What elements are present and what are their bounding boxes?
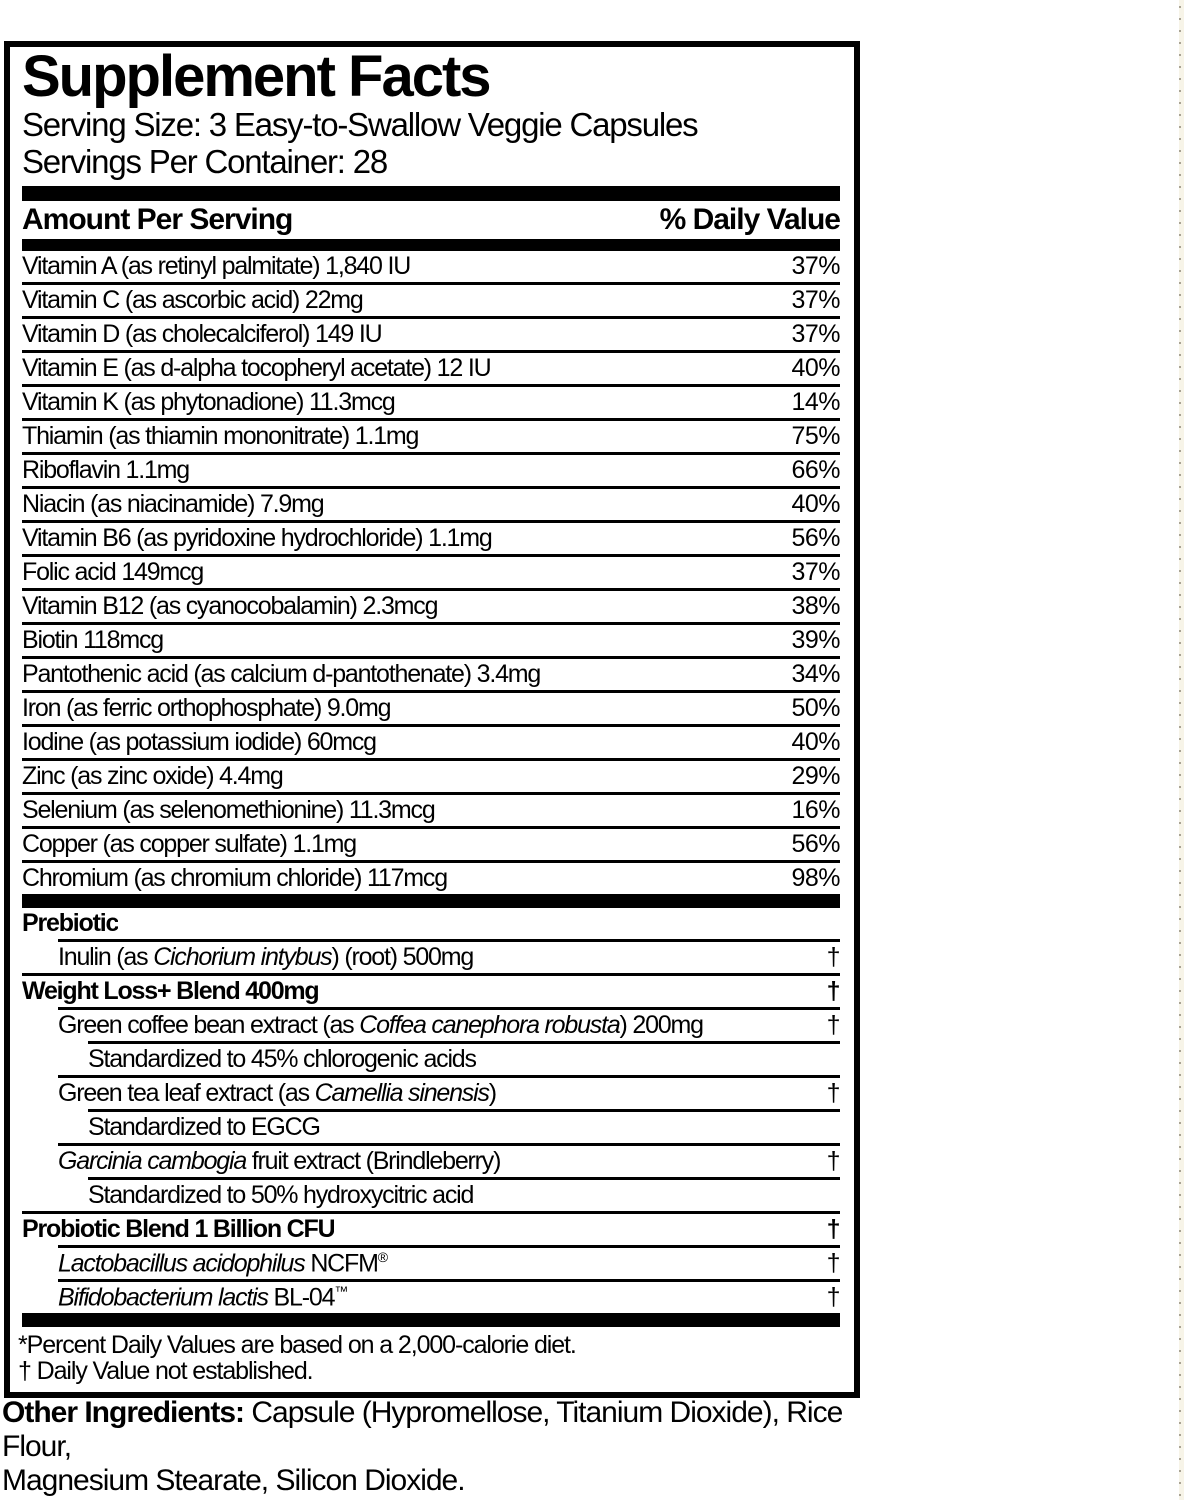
ingredient-name — [22, 864, 447, 893]
ingredient-name — [22, 660, 540, 689]
table-row — [22, 282, 840, 316]
text-segment: Folic acid 149mcg — [22, 558, 204, 586]
daily-value: 40% — [791, 728, 840, 756]
panel-header — [10, 44, 854, 180]
text-segment: Coffea canephora robusta — [359, 1011, 620, 1039]
table-row — [22, 690, 840, 724]
daily-value: 37% — [791, 286, 840, 314]
text-segment: ™ — [334, 1282, 349, 1299]
ingredient-name — [22, 728, 376, 757]
text-segment: Selenium (as selenomethionine) 11.3mcg — [22, 796, 435, 824]
text-segment: Standardized to EGCG — [88, 1113, 320, 1141]
text-segment: Camellia sinensis — [314, 1079, 489, 1107]
ingredient-name — [58, 1283, 348, 1312]
ingredient-name — [22, 1215, 334, 1244]
other-ingredients — [2, 1396, 892, 1498]
ingredient-name — [88, 1113, 320, 1142]
daily-value: 39% — [791, 626, 840, 654]
text-segment: Biotin 118mcg — [22, 626, 163, 654]
table-row — [22, 452, 840, 486]
text-segment: Prebiotic — [22, 909, 119, 937]
table-row — [22, 792, 840, 826]
ingredient-name — [22, 252, 410, 281]
daily-value: 14% — [791, 388, 840, 416]
ingredient-name — [22, 694, 390, 723]
ingredient-name — [22, 524, 492, 553]
ingredient-name — [22, 320, 381, 349]
text-segment: fruit extract (Brindleberry) — [246, 1147, 501, 1175]
column-header-row — [22, 201, 840, 239]
ingredient-name — [22, 977, 319, 1006]
text-segment: Vitamin E (as d-alpha tocopheryl acetate) 12 IU — [22, 354, 491, 382]
daily-value: † — [826, 943, 840, 971]
thick-divider-header — [22, 239, 840, 251]
thick-divider-top — [22, 186, 840, 201]
ingredient-name — [58, 943, 473, 972]
footnote-dagger: † Daily Value not established. — [18, 1357, 313, 1385]
daily-value: 40% — [791, 354, 840, 382]
table-row — [22, 758, 840, 792]
text-segment: ) 200mg — [619, 1011, 703, 1039]
ingredient-name — [22, 456, 189, 485]
daily-value: 40% — [791, 490, 840, 518]
text-segment: Iodine (as potassium iodide) 60mcg — [22, 728, 376, 756]
daily-value: † — [826, 1147, 840, 1175]
daily-value: 56% — [791, 830, 840, 858]
ingredient-name — [22, 796, 435, 825]
daily-value: 56% — [791, 524, 840, 552]
text-segment: Chromium (as chromium chloride) 117mcg — [22, 864, 447, 892]
ingredient-name — [58, 1249, 388, 1278]
table-row — [22, 486, 840, 520]
daily-value: 50% — [791, 694, 840, 722]
text-segment: Magnesium Stearate, Silicon Dioxide. — [2, 1464, 465, 1497]
daily-value-header: % Daily Value — [659, 203, 840, 236]
vitamin-rows — [22, 251, 840, 894]
text-segment: Weight Loss+ Blend 400mg — [22, 977, 319, 1005]
text-segment: Cichorium intybus — [153, 943, 332, 971]
ingredient-name — [22, 558, 203, 587]
text-segment: ) — [488, 1079, 496, 1107]
text-segment: Riboflavin 1.1mg — [22, 456, 190, 484]
text-segment: Standardized to 45% chlorogenic acids — [88, 1045, 476, 1073]
text-segment: Lactobacillus acidophilus — [58, 1249, 305, 1278]
text-segment: Pantothenic acid (as calcium d-pantothenate) 3.4mg — [22, 660, 541, 688]
text-segment: Bifidobacterium lactis — [58, 1283, 268, 1312]
text-segment: Other Ingredients: — [2, 1396, 245, 1429]
ingredient-name — [22, 592, 437, 621]
table-row — [58, 1075, 840, 1109]
table-row — [58, 1143, 840, 1177]
text-segment: Vitamin K (as phytonadione) 11.3mcg — [22, 388, 395, 416]
other-ingredients-line — [2, 1464, 892, 1498]
footnotes — [10, 1327, 854, 1392]
ingredient-name — [58, 1079, 496, 1108]
ingredient-name — [22, 354, 490, 383]
daily-value: † — [826, 1283, 840, 1311]
table-row — [22, 316, 840, 350]
text-segment: Green tea leaf extract (as — [58, 1079, 315, 1107]
text-segment: Vitamin B12 (as cyanocobalamin) 2.3mcg — [22, 592, 438, 620]
thick-divider-bottom — [22, 1313, 840, 1327]
panel-title: Supplement Facts — [22, 44, 490, 109]
daily-value: † — [826, 1215, 840, 1243]
footnote-daily-values: *Percent Daily Values are based on a 2,000-calorie diet. — [18, 1331, 576, 1359]
text-segment: NCFM — [304, 1249, 378, 1278]
text-segment: ® — [377, 1248, 389, 1265]
table-row — [22, 1211, 840, 1245]
servings-per-container: Servings Per Container: 28 — [22, 143, 388, 180]
daily-value: † — [826, 1011, 840, 1039]
text-segment: Garcinia cambogia — [58, 1147, 247, 1175]
ingredient-name — [22, 762, 283, 791]
ingredient-name — [22, 388, 395, 417]
supplement-facts-panel — [4, 41, 860, 1398]
daily-value: 37% — [791, 320, 840, 348]
daily-value: 16% — [791, 796, 840, 824]
text-segment: Iron (as ferric orthophosphate) 9.0mg — [22, 694, 391, 722]
table-row — [22, 908, 840, 939]
ingredient-name — [22, 830, 356, 859]
ingredient-name — [22, 626, 163, 655]
ingredient-name — [22, 490, 323, 519]
table-row — [22, 350, 840, 384]
table-row — [88, 1109, 840, 1143]
amount-per-serving-header: Amount Per Serving — [22, 203, 293, 236]
text-segment: Probiotic Blend 1 Billion CFU — [22, 1215, 335, 1243]
text-segment: Copper (as copper sulfate) 1.1mg — [22, 830, 357, 858]
table-row — [22, 251, 840, 282]
table-row — [22, 860, 840, 894]
text-segment: Green coffee bean extract (as — [58, 1011, 360, 1039]
text-segment: ) (root) 500mg — [331, 943, 474, 971]
daily-value: † — [826, 977, 840, 1005]
daily-value: 38% — [791, 592, 840, 620]
serving-size: Serving Size: 3 Easy-to-Swallow Veggie Capsules — [22, 106, 698, 143]
table-row — [58, 939, 840, 973]
daily-value: 37% — [791, 252, 840, 280]
daily-value: 66% — [791, 456, 840, 484]
ingredient-name — [88, 1045, 476, 1074]
table-row — [22, 826, 840, 860]
panel-body — [10, 186, 854, 1327]
text-segment: Capsule (Hypromellose, Titanium Dioxide), Rice Flour, — [2, 1396, 843, 1463]
ingredient-name — [22, 909, 118, 938]
ingredient-name — [88, 1181, 473, 1210]
thick-divider-mid — [22, 894, 840, 908]
ingredient-name — [22, 422, 418, 451]
text-segment: Zinc (as zinc oxide) 4.4mg — [22, 762, 283, 790]
ingredient-name — [22, 286, 363, 315]
table-row — [22, 656, 840, 690]
daily-value: 37% — [791, 558, 840, 586]
table-row — [22, 724, 840, 758]
text-segment: Niacin (as niacinamide) 7.9mg — [22, 490, 324, 518]
text-segment: Vitamin B6 (as pyridoxine hydrochloride) 1.1mg — [22, 524, 492, 552]
perforation-dots — [1179, 6, 1181, 1506]
ingredient-name — [58, 1147, 500, 1176]
daily-value: 98% — [791, 864, 840, 892]
blend-rows — [22, 908, 840, 1313]
text-segment: Standardized to 50% hydroxycitric acid — [88, 1181, 474, 1209]
table-row — [58, 1245, 840, 1279]
table-row — [22, 520, 840, 554]
table-row — [22, 588, 840, 622]
table-row — [58, 1279, 840, 1313]
table-row — [22, 622, 840, 656]
table-row — [22, 973, 840, 1007]
table-row — [58, 1007, 840, 1041]
table-row — [22, 554, 840, 588]
daily-value: † — [826, 1079, 840, 1107]
table-row — [22, 418, 840, 452]
text-segment: Vitamin A (as retinyl palmitate) 1,840 IU — [22, 252, 411, 280]
table-row — [22, 384, 840, 418]
table-row — [88, 1177, 840, 1211]
text-segment: Vitamin D (as cholecalciferol) 149 IU — [22, 320, 382, 348]
table-row — [88, 1041, 840, 1075]
daily-value: 34% — [791, 660, 840, 688]
ingredient-name — [58, 1011, 703, 1040]
daily-value: † — [826, 1249, 840, 1277]
daily-value: 75% — [791, 422, 840, 450]
text-segment: BL-04 — [267, 1283, 335, 1312]
other-ingredients-line — [2, 1396, 892, 1464]
text-segment: Inulin (as — [58, 943, 154, 971]
text-segment: Thiamin (as thiamin mononitrate) 1.1mg — [22, 422, 419, 450]
daily-value: 29% — [791, 762, 840, 790]
text-segment: Vitamin C (as ascorbic acid) 22mg — [22, 286, 363, 314]
